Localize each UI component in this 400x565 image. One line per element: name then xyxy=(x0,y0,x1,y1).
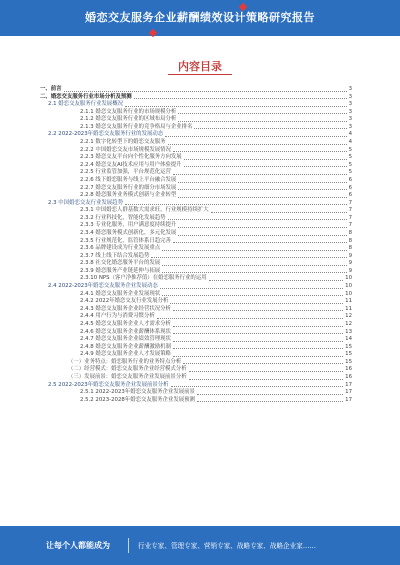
toc-leader-dots xyxy=(173,325,343,327)
toc-entry-text: 2.4.7 婚恋交友服务企业绩效管理现状 xyxy=(80,336,171,343)
toc-entry-text: 2.3.5 行业规范化，监管体系日趋完善 xyxy=(80,237,171,244)
toc-entry-text: 二、婚恋交友服务行业市场分析及预测 xyxy=(40,93,132,100)
toc-entry-text: 2.2.3 婚恋交友平台向个性化服务方向发展 xyxy=(80,154,182,161)
toc-leader-dots xyxy=(178,112,346,114)
toc-page-number: 14 xyxy=(345,336,352,343)
toc-entry[interactable] xyxy=(40,397,352,405)
toc-entry-text: 2.3.6 品牌建设成为行业发展重点 xyxy=(80,245,161,252)
toc-entry-text: 2.2.5 行业监管加强，平台规范化运营 xyxy=(80,169,171,176)
toc-page-number: 8 xyxy=(348,245,352,252)
toc-page-number: 7 xyxy=(348,222,352,229)
toc-page-number: 11 xyxy=(345,305,352,312)
toc-page-number: 7 xyxy=(348,214,352,221)
toc-page-number: 17 xyxy=(345,389,352,396)
toc-page-number: 15 xyxy=(345,343,352,350)
toc-page-number: 9 xyxy=(348,267,352,274)
toc-leader-dots xyxy=(197,400,343,402)
toc-leader-dots xyxy=(197,393,343,395)
toc-entry-text: 2.3 中国婚恋交友行业发展趋势 xyxy=(48,199,123,206)
toc-leader-dots xyxy=(184,158,347,160)
toc-entry[interactable] xyxy=(40,366,352,374)
report-header xyxy=(0,0,400,36)
toc-entry[interactable] xyxy=(40,101,352,109)
toc-leader-dots xyxy=(178,226,346,228)
toc-title: 内容目录 xyxy=(178,60,222,73)
toc-entry[interactable] xyxy=(40,207,352,215)
toc-page-number: 10 xyxy=(345,283,352,290)
toc-page-number: 4 xyxy=(348,131,352,138)
toc-entry-text: 2.5 2022-2023年婚恋交友服务企业发展前景分析 xyxy=(48,381,169,388)
toc-leader-dots xyxy=(173,347,343,349)
toc-leader-dots xyxy=(194,127,346,129)
toc-entry-text: 2.2.6 线下婚恋服务与线上平台融合发展 xyxy=(80,176,177,183)
table-of-contents xyxy=(40,86,352,404)
toc-leader-dots xyxy=(171,385,344,387)
toc-entry[interactable] xyxy=(40,192,352,200)
toc-entry[interactable] xyxy=(40,185,352,193)
toc-entry-text: （二）经营模式：婚恋交友服务企业经营模式分析 xyxy=(68,366,187,373)
toc-entry-text: 2.4.6 婚恋交友服务企业薪酬体系现状 xyxy=(80,328,171,335)
toc-entry-text: 2.1.2 婚恋交友服务行业的区域布局分析 xyxy=(80,116,177,123)
toc-leader-dots xyxy=(173,340,343,342)
toc-entry-text: 2.4.8 婚恋交友服务企业薪酬激励机制 xyxy=(80,343,171,350)
toc-entry-text: 2.3.8 社交化婚恋服务平台的发展 xyxy=(80,260,161,267)
toc-entry-text: 2.3.2 行业科技化，智能化发展趋势 xyxy=(80,214,166,221)
toc-entry[interactable] xyxy=(40,230,352,238)
toc-entry[interactable] xyxy=(40,131,352,139)
toc-page-number: 16 xyxy=(345,373,352,380)
toc-page-number: 8 xyxy=(348,237,352,244)
report-footer xyxy=(0,526,400,565)
toc-entry[interactable] xyxy=(40,389,352,397)
toc-entry-text: （一）业务特点：婚恋服务行业的业务特点分析 xyxy=(68,358,182,365)
toc-page-number: 5 xyxy=(348,146,352,153)
toc-leader-dots xyxy=(189,370,344,372)
toc-entry-text: 2.5.2 2023-2028年婚恋交友服务企业发展预测 xyxy=(80,396,195,403)
toc-page-number: 3 xyxy=(348,123,352,130)
toc-leader-dots xyxy=(162,249,346,251)
toc-entry-text: 2.4.1 婚恋交友服务企业发展现状 xyxy=(80,290,161,297)
toc-entry[interactable] xyxy=(40,374,352,382)
toc-page-number: 7 xyxy=(348,199,352,206)
toc-page-number: 17 xyxy=(345,396,352,403)
toc-entry-text: 2.4.2 2022年婚恋交友行业发展分析 xyxy=(80,298,169,305)
footer-slogan: 让每个人都能成为 xyxy=(46,541,110,550)
toc-leader-dots xyxy=(162,271,346,273)
toc-entry[interactable] xyxy=(40,275,352,283)
toc-entry[interactable] xyxy=(40,139,352,147)
toc-entry-text: 2.2.7 婚恋交友服务行业的细分市场发展 xyxy=(80,184,177,191)
toc-entry[interactable] xyxy=(40,154,352,162)
toc-leader-dots xyxy=(134,97,347,99)
toc-page-number: 9 xyxy=(348,252,352,259)
toc-page-number: 5 xyxy=(348,161,352,168)
toc-entry-text: 2.3.10 NPS（客户净推荐值）在婚恋服务行业的运用 xyxy=(80,275,207,282)
toc-entry[interactable] xyxy=(40,245,352,253)
toc-entry[interactable] xyxy=(40,116,352,124)
toc-entry-text: 2.3.1 中国婚恋人群基数大需求旺，行业规模持续扩大 xyxy=(80,207,209,214)
toc-leader-dots xyxy=(184,165,347,167)
toc-leader-dots xyxy=(160,287,343,289)
toc-leader-dots xyxy=(173,173,347,175)
toc-entry-text: 一、前言 xyxy=(40,86,62,92)
toc-leader-dots xyxy=(162,294,343,296)
decoration-diamond xyxy=(149,29,157,37)
footer-divider xyxy=(128,538,129,553)
toc-leader-dots xyxy=(189,378,344,380)
toc-leader-dots xyxy=(173,332,343,334)
toc-page-number: 5 xyxy=(348,154,352,161)
toc-entry[interactable] xyxy=(40,238,352,246)
toc-page-number: 5 xyxy=(348,169,352,176)
toc-entry[interactable] xyxy=(40,313,352,321)
toc-page-number: 4 xyxy=(348,139,352,146)
toc-entry[interactable] xyxy=(40,329,352,337)
toc-page-number: 11 xyxy=(345,298,352,305)
toc-entry-text: 2.2.4 婚恋交友AI技术应用与用户体验提升 xyxy=(80,161,182,168)
toc-entry[interactable] xyxy=(40,382,352,390)
report-title: 婚恋交友服务企业薪酬绩效设计策略研究报告 xyxy=(85,11,315,24)
toc-page-number: 3 xyxy=(348,101,352,108)
toc-leader-dots xyxy=(157,317,343,319)
toc-page-number: 6 xyxy=(348,192,352,199)
toc-entry-text: 2.3.9 婚恋服务产业链延伸与拓展 xyxy=(80,267,161,274)
toc-page-number: 16 xyxy=(345,366,352,373)
toc-leader-dots xyxy=(178,120,346,122)
toc-leader-dots xyxy=(168,218,347,220)
toc-entry[interactable] xyxy=(40,336,352,344)
toc-page-number: 9 xyxy=(348,260,352,267)
toc-leader-dots xyxy=(211,211,347,213)
toc-entry-text: 2.1 婚恋交友服务行业发展概况 xyxy=(48,101,123,108)
toc-entry-text: 2.3.4 婚恋服务模式创新化，多元化发展 xyxy=(80,229,177,236)
toc-leader-dots xyxy=(183,362,343,364)
toc-entry[interactable] xyxy=(40,351,352,359)
toc-entry-text: （三）发展前景：婚恋交友服务企业发展前景分析 xyxy=(68,373,187,380)
toc-entry-text: 2.4.3 婚恋交友服务企业经营状况分析 xyxy=(80,305,171,312)
toc-entry-text: 2.2.2 中国婚恋交友市场规模发展情况 xyxy=(80,146,171,153)
toc-entry-text: 2.2.1 数字化转型下的婚恋交友服务 xyxy=(80,139,166,146)
toc-leader-dots xyxy=(178,234,346,236)
toc-entry-text: 2.1.1 婚恋交友服务行业的市场规模分析 xyxy=(80,108,177,115)
toc-entry[interactable] xyxy=(40,86,352,94)
toc-page-number: 3 xyxy=(348,93,352,100)
toc-leader-dots xyxy=(151,256,346,258)
toc-leader-dots xyxy=(125,203,347,205)
toc-page-number: 17 xyxy=(345,381,352,388)
toc-page-number: 10 xyxy=(345,290,352,297)
toc-page-number: 10 xyxy=(345,275,352,282)
toc-entry-text: 2.4.4 用户行为与消费习惯分析 xyxy=(80,313,155,320)
toc-entry-text: 2.4 2022-2023年婚恋交友服务企业发展动态 xyxy=(48,283,158,290)
toc-leader-dots xyxy=(173,241,347,243)
toc-leader-dots xyxy=(173,309,343,311)
toc-page-number: 15 xyxy=(345,358,352,365)
toc-leader-dots xyxy=(173,355,343,357)
toc-leader-dots xyxy=(64,90,347,92)
toc-page-number: 12 xyxy=(345,320,352,327)
toc-page-number: 6 xyxy=(348,184,352,191)
toc-leader-dots xyxy=(165,135,346,137)
toc-page-number: 13 xyxy=(345,328,352,335)
toc-page-number: 3 xyxy=(348,116,352,123)
toc-entry-text: 2.3.7 线上线下结合发展趋势 xyxy=(80,252,150,259)
toc-leader-dots xyxy=(168,143,347,145)
toc-leader-dots xyxy=(170,302,343,304)
toc-entry[interactable] xyxy=(40,222,352,230)
toc-entry[interactable] xyxy=(40,177,352,185)
toc-entry-text: 2.2.8 婚恋服务业务模式创新与企业转型 xyxy=(80,192,177,199)
toc-page-number: 3 xyxy=(348,108,352,115)
toc-leader-dots xyxy=(125,105,347,107)
toc-page-number: 3 xyxy=(348,86,352,92)
toc-entry[interactable] xyxy=(40,283,352,291)
toc-entry[interactable] xyxy=(40,321,352,329)
toc-entry-text: 2.2 2022-2023年婚恋交友服务行业的发展动态 xyxy=(48,131,164,138)
toc-page-number: 7 xyxy=(348,207,352,214)
toc-entry[interactable] xyxy=(40,298,352,306)
toc-leader-dots xyxy=(209,279,344,281)
toc-entry-text: 2.5.1 2022-2023年婚恋交友服务企业发展前景 xyxy=(80,389,195,396)
toc-leader-dots xyxy=(178,188,346,190)
toc-entry-text: 2.1.3 婚恋交友服务行业的竞争格局与企业排名 xyxy=(80,123,193,130)
toc-leader-dots xyxy=(162,264,346,266)
toc-page-number: 6 xyxy=(348,176,352,183)
toc-title-underline xyxy=(168,74,232,75)
toc-leader-dots xyxy=(173,150,347,152)
toc-page-number: 8 xyxy=(348,229,352,236)
toc-entry-text: 2.4.9 婚恋交友服务企业人才发展策略 xyxy=(80,351,171,358)
toc-page-number: 15 xyxy=(345,351,352,358)
toc-entry[interactable] xyxy=(40,169,352,177)
toc-leader-dots xyxy=(178,196,346,198)
toc-leader-dots xyxy=(178,181,346,183)
toc-entry-text: 2.4.5 婚恋交友服务企业人才需求分析 xyxy=(80,320,171,327)
toc-page-number: 12 xyxy=(345,313,352,320)
footer-tagline: 行业专家、管理专家、营销专家、战略专家、战略企业家…… xyxy=(138,542,317,550)
toc-entry[interactable] xyxy=(40,260,352,268)
toc-entry-text: 2.3.3 专业化服务，用户满意度持续提升 xyxy=(80,222,177,229)
